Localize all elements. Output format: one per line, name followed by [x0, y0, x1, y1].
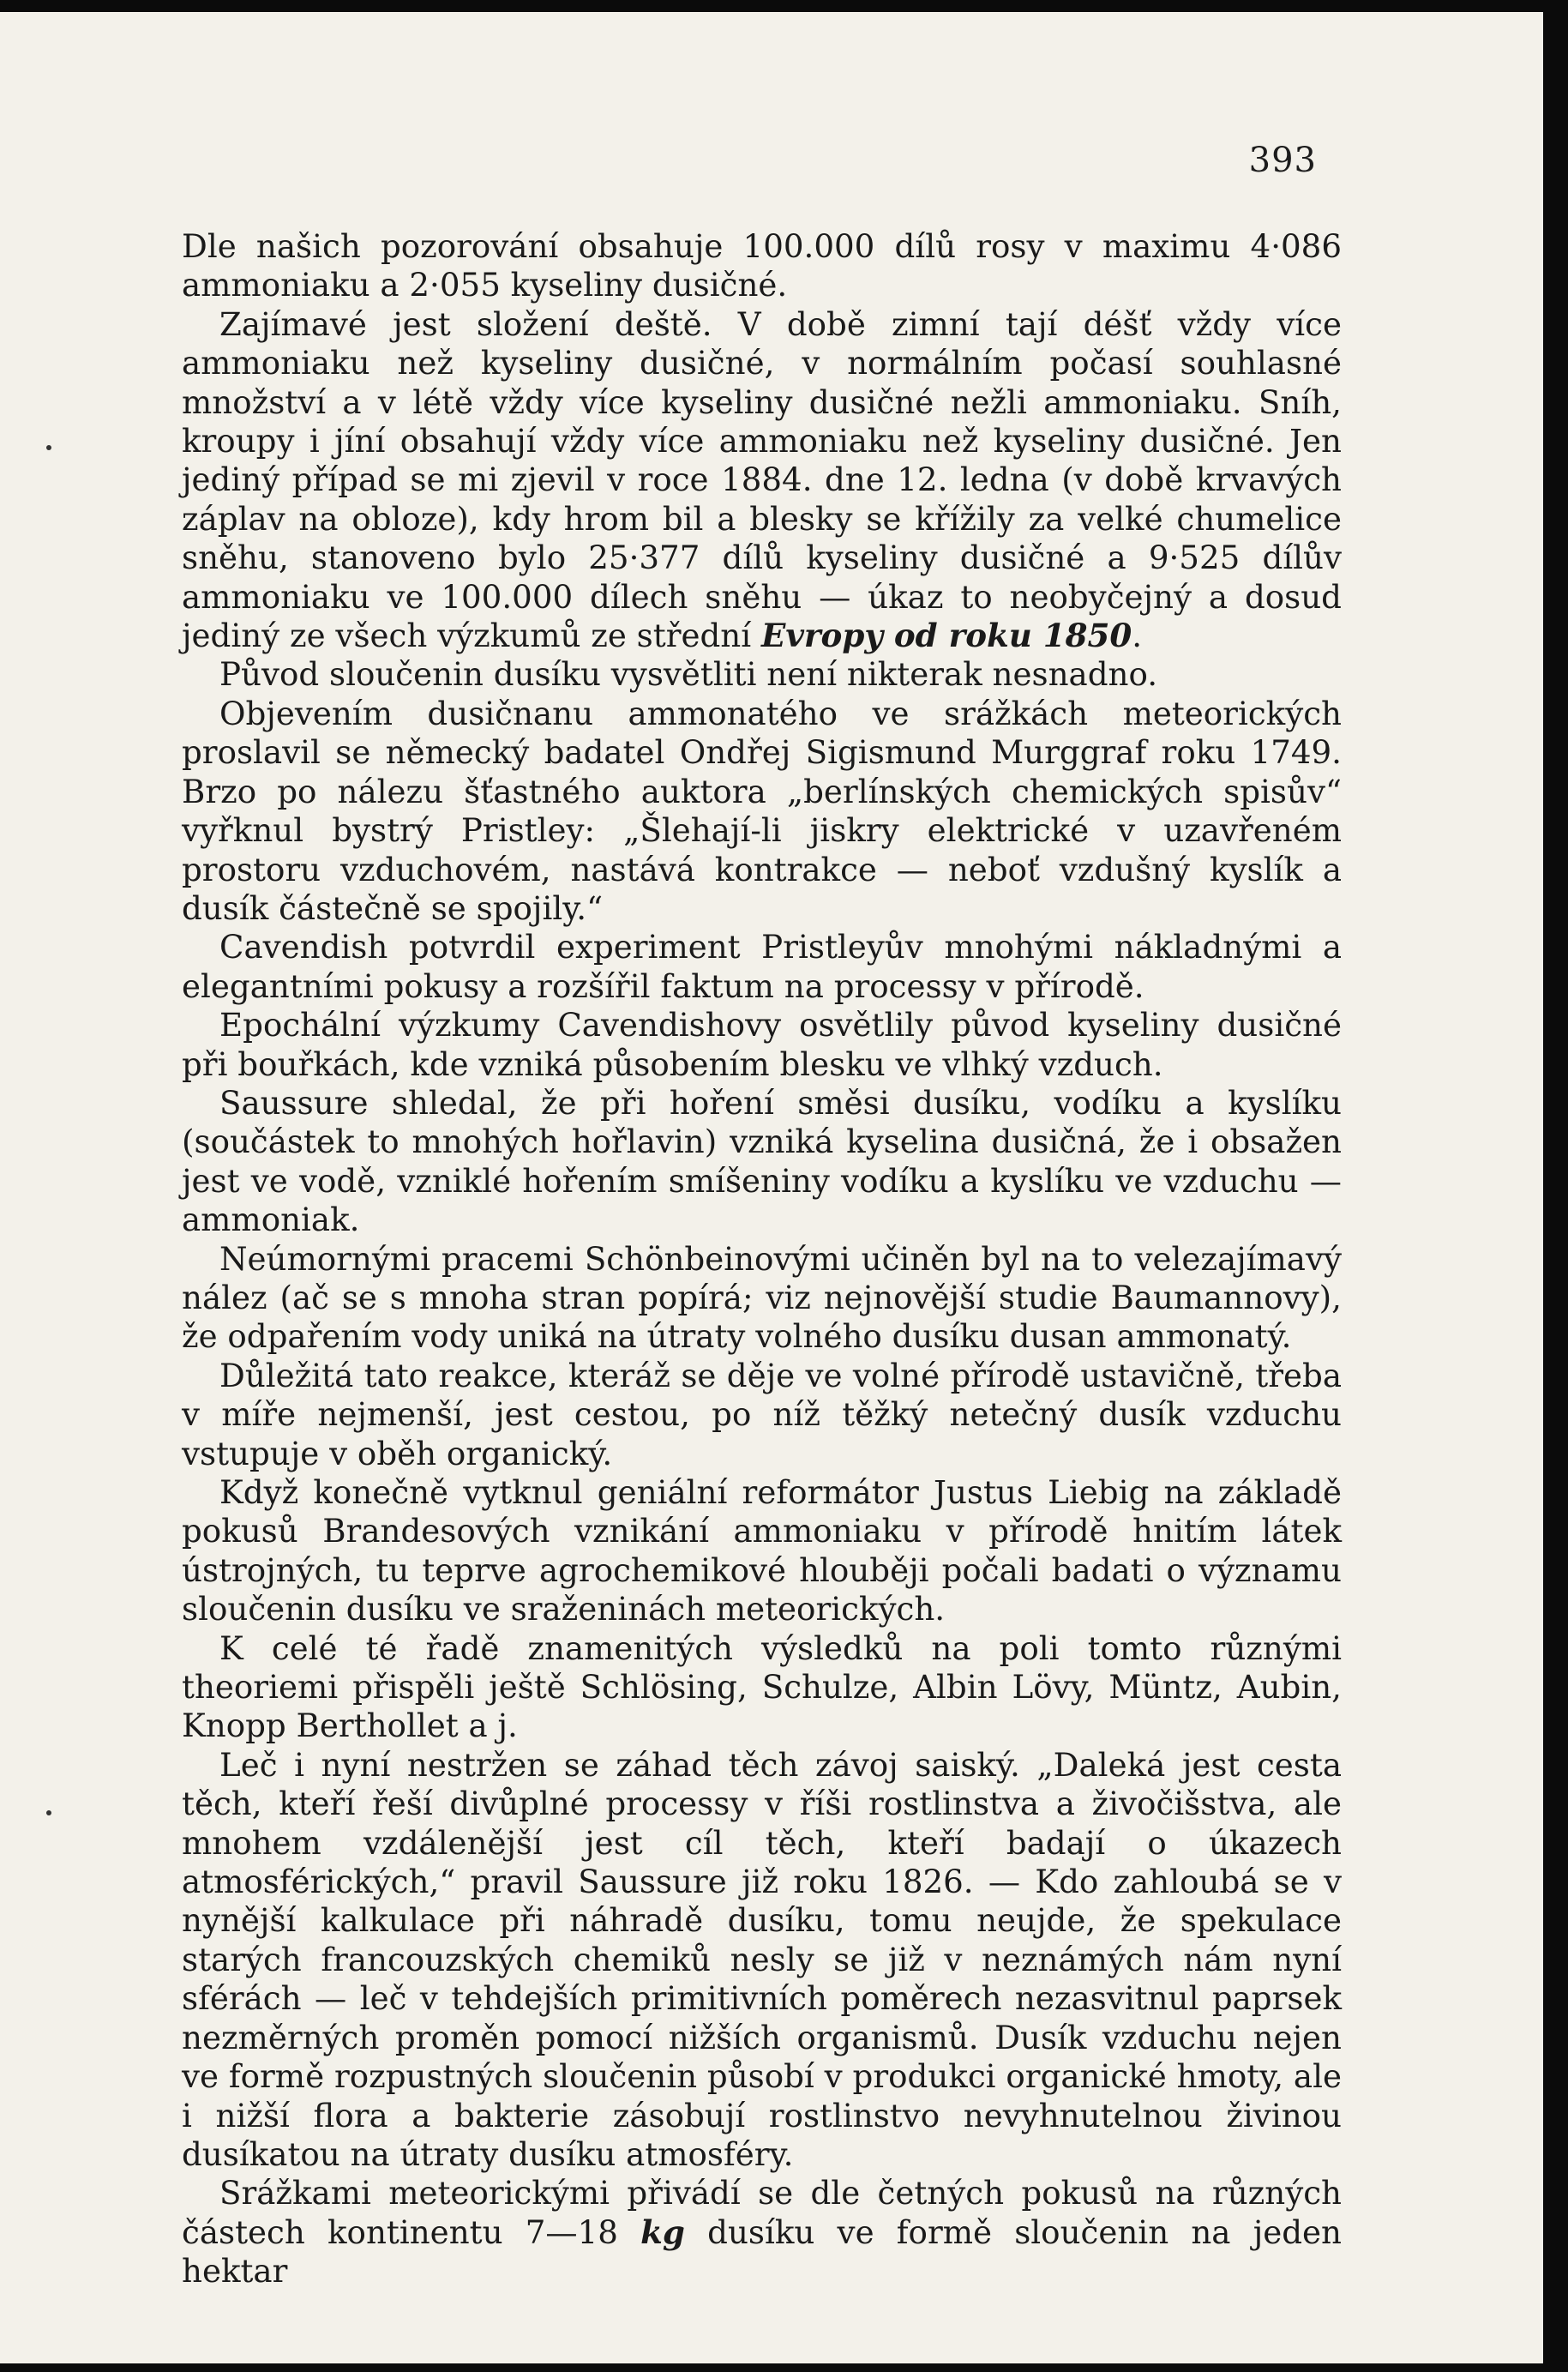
text-run: . [1132, 617, 1143, 655]
margin-dot [46, 445, 51, 450]
paragraph [182, 1473, 1342, 1629]
book-page [0, 12, 1543, 2363]
paragraph [182, 305, 1342, 656]
paragraph [182, 695, 1342, 928]
margin-dot [46, 1810, 51, 1815]
paragraph [182, 1240, 1342, 1357]
paragraph [182, 1746, 1342, 2174]
text-run: K celé té řadě znamenitých výsledků na poli tomto různými theoriemi přispěli ještě Schlösing, Schulze, Albin Lövy, Müntz, Aubin, Knopp Berthollet a j. [182, 1628, 1342, 1745]
paragraph [182, 655, 1342, 694]
text-run: Srážkami meteorickými přivádí se dle četných pokusů na různých částech kontinentu 7—18 [182, 2174, 1342, 2251]
paragraph [182, 928, 1342, 1006]
text-run: Epochální výzkumy Cavendishovy osvětlily původ kyseliny dusičné při bouřkách, kde vzniká působením blesku ve vlhký vzduch. [182, 1006, 1342, 1083]
paragraph [182, 1357, 1342, 1473]
italic-text-run: kg [640, 2212, 685, 2251]
text-run: Původ sloučenin dusíku vysvětliti není nikterak nesnadno. [219, 655, 1158, 694]
paragraph [182, 1084, 1342, 1240]
text-run: Dle našich pozorování obsahuje 100.000 dílů rosy v maximu 4·086 ammoniaku a 2·055 kyseliny dusičné. [182, 227, 1342, 304]
paragraph [182, 227, 1342, 305]
italic-text-run: Evropy od roku 1850 [760, 617, 1132, 655]
text-run: Saussure shledal, že při hoření směsi dusíku, vodíku a kyslíku (součástek to mnohých hořlavin) vzniká kyselina dusičná, že i obsažen jest ve vodě, vzniklé hořením smíšeniny vodíku a kyslíku ve vzduchu — ammoniak. [182, 1083, 1342, 1239]
body-text [182, 227, 1342, 2291]
text-run: Důležitá tato reakce, kteráž se děje ve volné přírodě ustavičně, třeba v míře nejmenší, jest cestou, po níž těžký netečný dusík vzduchu vstupuje v oběh organický. [182, 1356, 1342, 1472]
page-number: 393 [1248, 141, 1317, 180]
text-run: Neúmornými pracemi Schönbeinovými učiněn byl na to velezajímavý nález (ač se s mnoha stran popírá; viz nejnovější studie Baumannovy), že odpařením vody uniká na útraty volného dusíku dusan ammonatý. [182, 1239, 1342, 1356]
text-run: dusíku ve formě sloučenin na jeden hektar [182, 2212, 1342, 2291]
text-run: Objevením dusičnanu ammonatého ve srážkách meteorických proslavil se německý badatel Ondřej Sigismund Murggraf roku 1749. Brzo po nálezu šťastného auktora „berlínských chemických spisův“ vyřknul bystrý Pristley: „Šlehají-li jiskry elektrické v uzavřeném prostoru vzduchovém, nastává kontrakce — neboť vzdušný kyslík a dusík částečně se spojily.“ [182, 694, 1342, 927]
paragraph [182, 1006, 1342, 1084]
text-run: Cavendish potvrdil experiment Pristleyův mnohými nákladnými a elegantními pokusy a rozšířil faktum na processy v přírodě. [182, 928, 1342, 1005]
paragraph [182, 1629, 1342, 1746]
text-run: Zajímavé jest složení deště. V době zimní tají déšť vždy více ammoniaku než kyseliny dusičné, v normálním počasí souhlasné množství a v létě vždy více kyseliny dusičné nežli ammoniaku. Sníh, kroupy i jíní obsahují vždy více ammoniaku než kyseliny dusičné. Jen jediný případ se mi zjevil v roce 1884. dne 12. ledna (v době krvavých záplav na obloze), kdy hrom bil a blesky se křížily za velké chumelice sněhu, stanoveno bylo 25·377 dílů kyseliny dusičné a 9·525 dílův ammoniaku ve 100.000 dílech sněhu — úkaz to neobyčejný a dosud jediný ze všech výzkumů ze střední [182, 304, 1342, 655]
text-run: Když konečně vytknul geniální reformátor Justus Liebig na základě pokusů Brandesových vznikání ammoniaku v přírodě hnitím látek ústrojných, tu teprve agrochemikové hlouběji počali badati o významu sloučenin dusíku ve sraženinách meteorických. [182, 1473, 1342, 1628]
text-run: Leč i nyní nestržen se záhad těch závoj saiský. „Daleká jest cesta těch, kteří řeší divůplné processy v říši rostlinstva a živočišstva, ale mnohem vzdálenější jest cíl těch, kteří badají o úkazech atmosférických,“ pravil Saussure již roku 1826. — Kdo zahloubá se v nynější kalkulace při náhradě dusíku, tomu neujde, že spekulace starých francouzských chemiků nesly se již v neznámých nám nyní sférách — leč v tehdejších primitivních poměrech nezasvitnul paprsek nezměrných proměn pomocí nižších organismů. Dusík vzduchu nejen ve formě rozpustných sloučenin působí v produkci organické hmoty, ale i nižší flora a bakterie zásobují rostlinstvo nevyhnutelnou živinou dusíkatou na útraty dusíku atmosféry. [182, 1745, 1342, 2173]
paragraph [182, 2174, 1342, 2291]
